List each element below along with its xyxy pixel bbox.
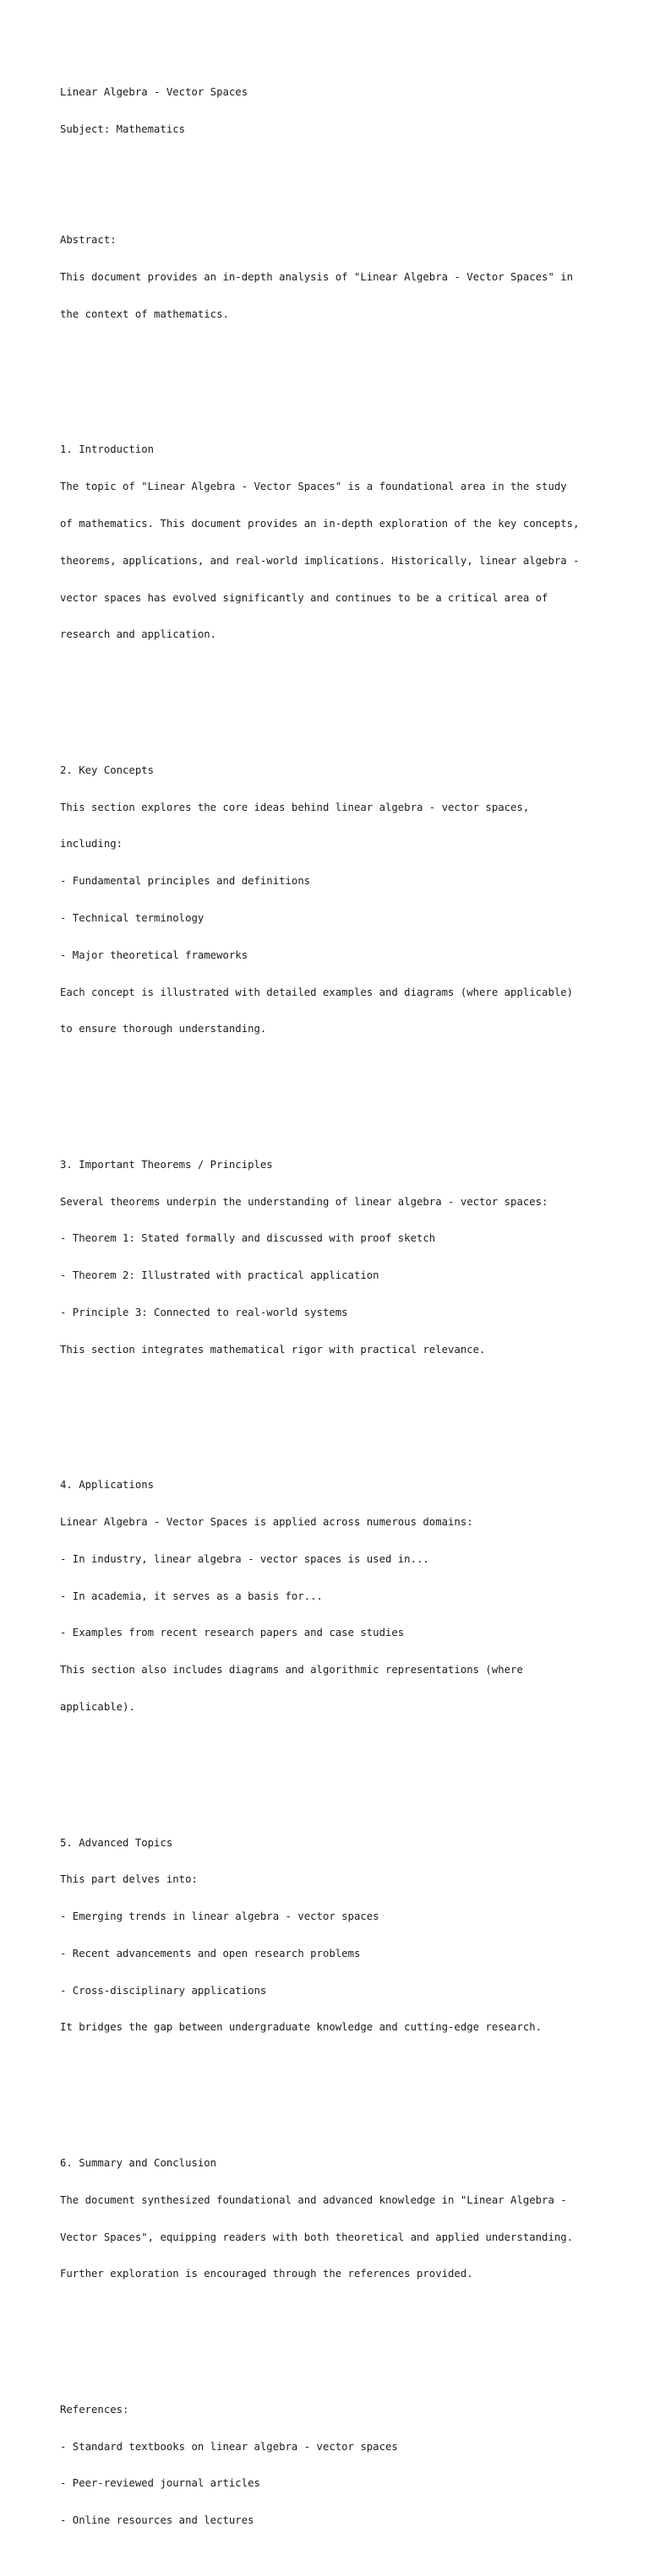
references-heading: References:	[60, 2403, 129, 2416]
section-line: Further exploration is encouraged through the references provided.	[60, 2268, 473, 2280]
list-item: - Fundamental principles and definitions	[60, 875, 311, 888]
section-line: Linear Algebra - Vector Spaces is applied across numerous domains:	[60, 1516, 473, 1529]
section-summary	[60, 2133, 601, 2305]
section-theorems	[60, 1134, 601, 1381]
list-item: - Theorem 2: Illustrated with practical application	[60, 1269, 379, 1282]
section-line: It bridges the gap between undergraduate knowledge and cutting-edge research.	[60, 2021, 543, 2034]
spacer	[60, 370, 601, 383]
references-block	[60, 2379, 601, 2552]
section-heading: 3. Important Theorems / Principles	[60, 1158, 273, 1171]
section-key-concepts	[60, 740, 601, 1060]
section-introduction	[60, 419, 601, 666]
section-heading: 2. Key Concepts	[60, 764, 155, 776]
list-item: - In industry, linear algebra - vector spaces is used in...	[60, 1552, 429, 1565]
spacer	[60, 1763, 601, 1775]
section-heading: 4. Applications	[60, 1479, 155, 1492]
section-line: This part delves into:	[60, 1873, 198, 1886]
section-line: The topic of "Linear Algebra - Vector Spaces" is a foundational area in the study	[60, 481, 567, 493]
section-line: including:	[60, 838, 123, 851]
abstract-line: This document provides an in-depth analysis of "Linear Algebra - Vector Spaces" in	[60, 271, 574, 284]
reference-item: - Standard textbooks on linear algebra - vector spaces	[60, 2440, 398, 2453]
spacer	[60, 160, 601, 173]
document-title: Linear Algebra - Vector Spaces	[60, 86, 248, 99]
reference-item: - Online resources and lectures	[60, 2514, 254, 2527]
section-heading: 6. Summary and Conclusion	[60, 2156, 217, 2169]
list-item: - Emerging trends in linear algebra - vector spaces	[60, 1910, 379, 1923]
list-item: - Cross-disciplinary applications	[60, 1984, 267, 1997]
abstract-heading: Abstract:	[60, 234, 117, 247]
section-heading: 1. Introduction	[60, 443, 155, 456]
section-line: of mathematics. This document provides an in-depth exploration of the key concepts,	[60, 517, 580, 530]
section-heading: 5. Advanced Topics	[60, 1836, 173, 1849]
list-item: - Examples from recent research papers and case studies	[60, 1627, 405, 1639]
reference-item: - Peer-reviewed journal articles	[60, 2477, 260, 2490]
section-line: The document synthesized foundational and advanced knowledge in "Linear Algebra -	[60, 2193, 567, 2206]
spacer	[60, 1084, 601, 1097]
list-item: - Major theoretical frameworks	[60, 948, 248, 961]
section-line: This section also includes diagrams and algorithmic representations (where	[60, 1664, 523, 1677]
list-item: - Recent advancements and open research problems	[60, 1947, 361, 1959]
section-line: Each concept is illustrated with detailed examples and diagrams (where applicable)	[60, 986, 574, 998]
list-item: - Principle 3: Connected to real-world systems	[60, 1306, 348, 1318]
document-subject: Subject: Mathematics	[60, 122, 186, 135]
section-line: This section explores the core ideas behind linear algebra - vector spaces,	[60, 801, 530, 813]
list-item: - Theorem 1: Stated formally and discussed with proof sketch	[60, 1232, 436, 1245]
spacer	[60, 1405, 601, 1418]
section-line: Several theorems underpin the understanding of linear algebra - vector spaces:	[60, 1195, 548, 1208]
section-line: Vector Spaces", equipping readers with both theoretical and applied understanding.	[60, 2231, 574, 2243]
section-applications	[60, 1454, 601, 1738]
abstract-line: the context of mathematics.	[60, 307, 229, 320]
document-body	[60, 62, 601, 2576]
list-item: - In academia, it serves as a basis for...	[60, 1590, 323, 1602]
section-line: vector spaces has evolved significantly and continues to be a critical area of	[60, 591, 548, 604]
section-line: This section integrates mathematical rigor with practical relevance.	[60, 1343, 486, 1356]
section-line: to ensure thorough understanding.	[60, 1023, 267, 1035]
list-item: - Technical terminology	[60, 911, 205, 924]
spacer	[60, 2329, 601, 2342]
abstract-block	[60, 209, 601, 345]
section-line: research and application.	[60, 628, 217, 641]
spacer	[60, 690, 601, 703]
spacer	[60, 2083, 601, 2095]
section-advanced-topics	[60, 1812, 601, 2058]
section-line: theorems, applications, and real-world implications. Historically, linear algebra -	[60, 554, 580, 567]
section-line: applicable).	[60, 1700, 135, 1713]
